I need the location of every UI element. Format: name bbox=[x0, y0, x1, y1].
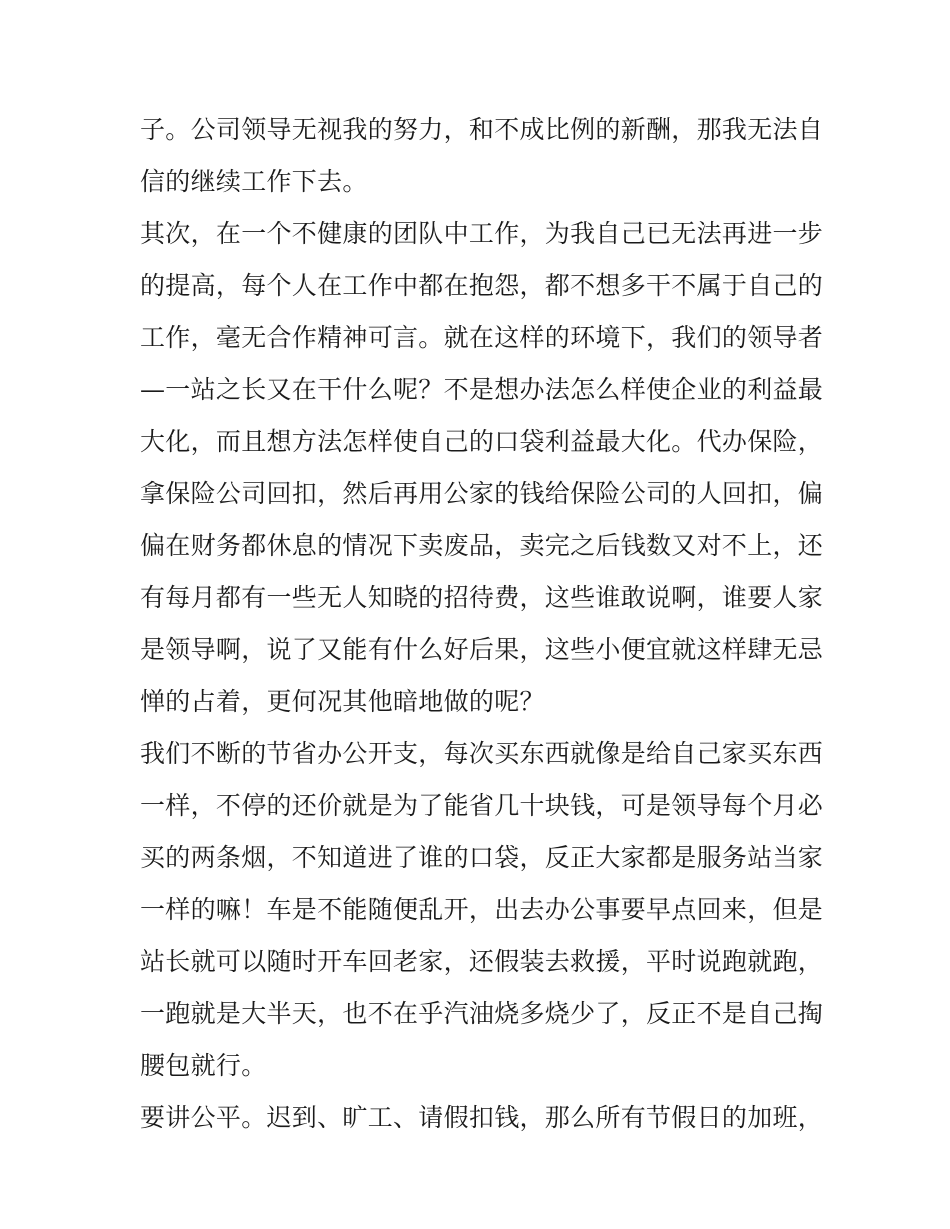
text-line: 工作，毫无合作精神可言。就在这样的环境下，我们的领导者 bbox=[140, 323, 824, 352]
text-line: 子。公司领导无视我的努力，和不成比例的新酬，那我无法自 bbox=[140, 115, 824, 144]
text-line: 偏在财务都休息的情况下卖废品，卖完之后钱数又对不上，还 bbox=[140, 531, 824, 560]
text-line: 站长就可以随时开车回老家，还假装去救援，平时说跑就跑， bbox=[140, 947, 824, 976]
text-line: 要讲公平。迟到、旷工、请假扣钱，那么所有节假日的加班， bbox=[140, 1103, 824, 1132]
text-line: 是领导啊，说了又能有什么好后果，这些小便宜就这样肆无忌 bbox=[140, 635, 824, 664]
text-line: 一样，不停的还价就是为了能省几十块钱，可是领导每个月必 bbox=[140, 791, 824, 820]
text-line: 其次，在一个不健康的团队中工作，为我自己已无法再进一步 bbox=[140, 219, 824, 248]
text-line: —一站之长又在干什么呢？不是想办法怎么样使企业的利益最 bbox=[140, 375, 824, 404]
text-line: 有每月都有一些无人知晓的招待费，这些谁敢说啊，谁要人家 bbox=[140, 583, 824, 612]
text-line: 惮的占着，更何况其他暗地做的呢？ bbox=[140, 687, 545, 716]
text-line: 一跑就是大半天，也不在乎汽油烧多烧少了，反正不是自己掏 bbox=[140, 999, 824, 1028]
text-line: 一样的嘛！车是不能随便乱开，出去办公事要早点回来，但是 bbox=[140, 895, 824, 924]
text-line: 我们不断的节省办公开支，每次买东西就像是给自己家买东西 bbox=[140, 739, 824, 768]
text-line: 买的两条烟，不知道进了谁的口袋，反正大家都是服务站当家 bbox=[140, 843, 824, 872]
text-line: 大化，而且想方法怎样使自己的口袋利益最大化。代办保险， bbox=[140, 427, 824, 456]
text-line: 的提高，每个人在工作中都在抱怨，都不想多干不属于自己的 bbox=[140, 271, 824, 300]
text-line: 信的继续工作下去。 bbox=[140, 167, 368, 196]
text-line: 拿保险公司回扣，然后再用公家的钱给保险公司的人回扣，偏 bbox=[140, 479, 824, 508]
document-body bbox=[140, 104, 824, 1144]
text-line: 腰包就行。 bbox=[140, 1051, 267, 1080]
